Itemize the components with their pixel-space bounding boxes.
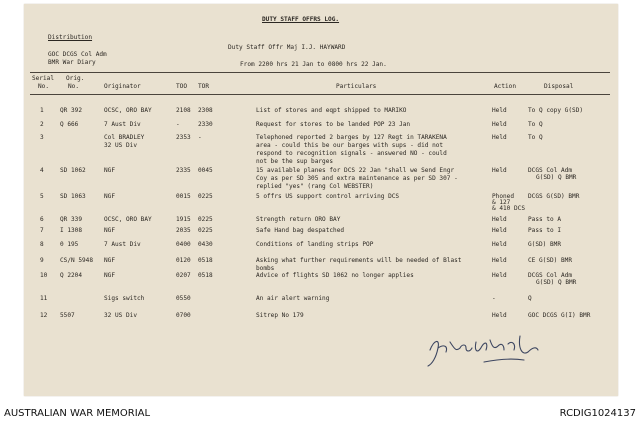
- action: Held: [492, 272, 507, 279]
- time-of-receipt: 0225: [198, 193, 213, 200]
- time-of-receipt: 0225: [198, 216, 213, 223]
- particulars: bombs: [256, 265, 275, 272]
- col-orig: Orig.: [66, 75, 85, 82]
- duty-officer: Duty Staff Offr Maj I.J. HAYWARD: [228, 44, 346, 51]
- action: -: [492, 295, 496, 302]
- action: Held: [492, 216, 507, 223]
- footer-id: RCDIG1024137: [559, 408, 636, 419]
- particulars: 5 offrs US support control arriving DCS: [256, 193, 400, 200]
- orig-no: 0 195: [60, 241, 79, 248]
- particulars: Safe Hand bag despatched: [256, 227, 345, 234]
- time-of-receipt: 0045: [198, 167, 213, 174]
- log-title: DUTY STAFF OFFRS LOG.: [262, 16, 340, 23]
- serial-no: 11: [40, 295, 48, 302]
- time-of-receipt: 0430: [198, 241, 213, 248]
- distribution-label: Distribution: [48, 34, 93, 41]
- originator: OCSC, ORO BAY: [104, 216, 152, 223]
- particulars: replied "yes" (rang Col WEBSTER): [256, 183, 374, 190]
- orig-no: I 1308: [60, 227, 83, 234]
- log-period: From 2200 hrs 21 Jan to 0800 hrs 22 Jan.: [240, 61, 387, 68]
- originator: 32 US Div: [104, 142, 138, 149]
- particulars: List of stores and eqpt shipped to MARIKO: [256, 107, 407, 114]
- col-serial-no: No.: [38, 83, 50, 90]
- originator: NGF: [104, 257, 116, 264]
- col-disposal: Disposal: [544, 83, 574, 90]
- time-of-receipt: 2308: [198, 107, 213, 114]
- originator: NGF: [104, 227, 116, 234]
- particulars: Request for stores to be landed POP 23 Jan: [256, 121, 411, 128]
- col-orig-no: No.: [68, 83, 80, 90]
- disposal: GOC DCGS G(I) BMR: [528, 312, 591, 319]
- document-page: [24, 4, 618, 396]
- time-of-origin: 2335: [176, 167, 191, 174]
- disposal: G(SD) Q BMR: [536, 279, 577, 286]
- orig-no: QR 392: [60, 107, 83, 114]
- serial-no: 2: [40, 121, 44, 128]
- serial-no: 3: [40, 134, 44, 141]
- particulars: Advice of flights SD 1062 no longer applies: [256, 272, 414, 279]
- particulars: not be the sup barges: [256, 158, 334, 165]
- distribution-line-2: BMR War Diary: [48, 59, 96, 66]
- orig-no: CS/N 5948: [60, 257, 94, 264]
- serial-no: 8: [40, 241, 44, 248]
- orig-no: QR 339: [60, 216, 83, 223]
- originator: NGF: [104, 272, 116, 279]
- disposal: G(SD) BMR: [528, 241, 562, 248]
- originator: NGF: [104, 167, 116, 174]
- disposal: G(SD) Q BMR: [536, 174, 577, 181]
- serial-no: 10: [40, 272, 48, 279]
- col-originator: Originator: [104, 83, 141, 90]
- col-particulars: Particulars: [336, 83, 377, 90]
- disposal: CE G(SD) BMR: [528, 257, 573, 264]
- serial-no: 12: [40, 312, 48, 319]
- disposal: Pass to A: [528, 216, 562, 223]
- particulars: Coy as per SD 305 and extra maintenance as per SD 307 -: [256, 175, 458, 182]
- disposal: Q: [528, 295, 532, 302]
- time-of-origin: 0700: [176, 312, 191, 319]
- disposal: DCGS Col Adm: [528, 167, 573, 174]
- serial-no: 1: [40, 107, 44, 114]
- footer-source: AUSTRALIAN WAR MEMORIAL: [4, 408, 151, 419]
- action: Held: [492, 134, 507, 141]
- particulars: Sitrep No 179: [256, 312, 304, 319]
- time-of-origin: 2108: [176, 107, 191, 114]
- time-of-receipt: 0225: [198, 227, 213, 234]
- orig-no: Q 2204: [60, 272, 83, 279]
- originator: Sigs switch: [104, 295, 145, 302]
- distribution-line-1: GOC DCGS Col Adm: [48, 51, 107, 58]
- action: Phoned: [492, 193, 515, 200]
- time-of-origin: 1915: [176, 216, 191, 223]
- time-of-receipt: 0518: [198, 257, 213, 264]
- header-rule-bottom: [30, 94, 610, 95]
- particulars: respond to recognition signals - answered NO - could: [256, 150, 447, 157]
- originator: Col BRADLEY: [104, 134, 145, 141]
- time-of-origin: -: [176, 121, 180, 128]
- disposal: To Q: [528, 121, 543, 128]
- action: & 127: [492, 199, 511, 206]
- originator: 32 US Div: [104, 312, 138, 319]
- serial-no: 9: [40, 257, 44, 264]
- originator: NGF: [104, 193, 116, 200]
- action: & 410 DCS: [492, 205, 526, 212]
- disposal: Pass to I: [528, 227, 562, 234]
- time-of-origin: 0120: [176, 257, 191, 264]
- col-tor: TOR: [198, 83, 210, 90]
- action: Held: [492, 107, 507, 114]
- particulars: Asking what further requirements will be needed of Blast: [256, 257, 462, 264]
- time-of-receipt: 0518: [198, 272, 213, 279]
- disposal: To Q copy G(SD): [528, 107, 584, 114]
- originator: 7 Aust Div: [104, 121, 141, 128]
- particulars: area - could this be our barges with sups - did not: [256, 142, 444, 149]
- action: Held: [492, 167, 507, 174]
- time-of-origin: 0550: [176, 295, 191, 302]
- particulars: Conditions of landing strips POP: [256, 241, 374, 248]
- time-of-origin: 2035: [176, 227, 191, 234]
- orig-no: SD 1062: [60, 167, 86, 174]
- particulars: Strength return ORO BAY: [256, 216, 341, 223]
- time-of-origin: 2353: [176, 134, 191, 141]
- action: Held: [492, 312, 507, 319]
- serial-no: 5: [40, 193, 44, 200]
- col-action: Action: [494, 83, 517, 90]
- orig-no: 5507: [60, 312, 75, 319]
- particulars: An air alert warning: [256, 295, 330, 302]
- header-rule-top: [30, 72, 610, 73]
- disposal: To Q: [528, 134, 543, 141]
- originator: 7 Aust Div: [104, 241, 141, 248]
- time-of-origin: 0400: [176, 241, 191, 248]
- time-of-origin: 0015: [176, 193, 191, 200]
- disposal: DCGS Col Adm: [528, 272, 573, 279]
- col-too: TOO: [176, 83, 188, 90]
- action: Held: [492, 241, 507, 248]
- originator: OCSC, ORO BAY: [104, 107, 152, 114]
- orig-no: SD 1063: [60, 193, 86, 200]
- time-of-receipt: 2330: [198, 121, 213, 128]
- serial-no: 4: [40, 167, 44, 174]
- action: Held: [492, 121, 507, 128]
- action: Held: [492, 257, 507, 264]
- particulars: 15 available planes for DCS 22 Jan "shall we Send Engr: [256, 167, 455, 174]
- serial-no: 7: [40, 227, 44, 234]
- orig-no: Q 666: [60, 121, 79, 128]
- handwritten-signature: [424, 322, 550, 384]
- particulars: Telephoned reported 2 barges by 127 Regt in TARAKENA: [256, 134, 447, 141]
- time-of-receipt: -: [198, 134, 202, 141]
- action: Held: [492, 227, 507, 234]
- col-serial: Serial: [32, 75, 55, 82]
- time-of-origin: 0207: [176, 272, 191, 279]
- serial-no: 6: [40, 216, 44, 223]
- disposal: DCGS G(SD) BMR: [528, 193, 580, 200]
